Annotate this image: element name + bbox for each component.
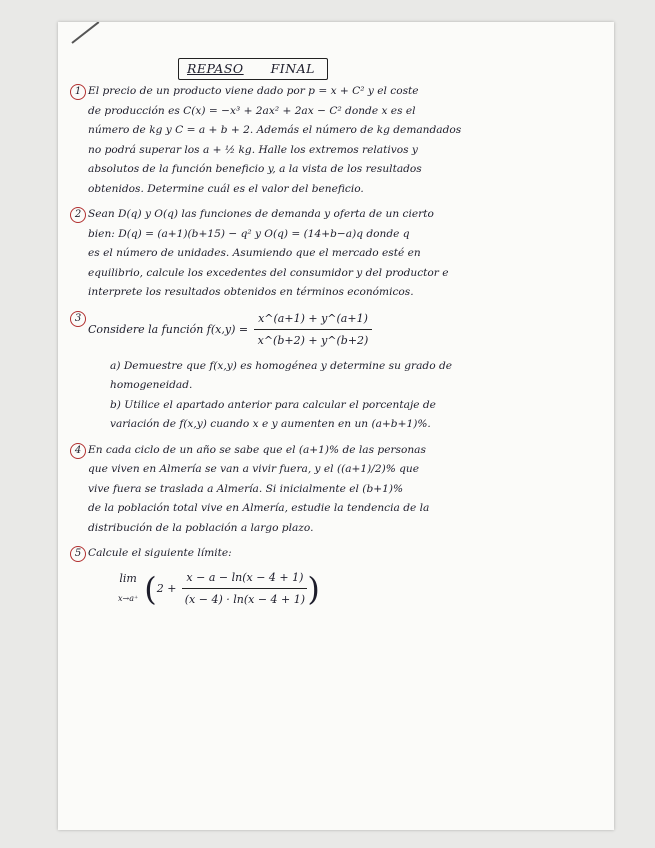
problem-number-badge: 2 bbox=[70, 207, 86, 223]
problem-text-line: no podrá superar los a + ½ kg. Halle los extremos relativos y bbox=[88, 143, 418, 156]
problem-text-line: En cada ciclo de un año se sabe que el (a+1)% de las personas bbox=[88, 443, 426, 456]
problem-text-line: número de kg y C = a + b + 2. Además el número de kg demandados bbox=[88, 124, 462, 136]
problem-list bbox=[70, 82, 598, 616]
fraction-denominator: (x − 4) · ln(x − 4 + 1) bbox=[184, 593, 306, 606]
limit-fraction bbox=[182, 568, 307, 610]
problem-text-line: que viven en Almería se van a vivir fuera, y el ((a+1)/2)% que bbox=[88, 463, 420, 475]
problem-text-line: Sean D(q) y O(q) las funciones de demanda y oferta de un cierto bbox=[88, 208, 434, 220]
exam-sheet bbox=[58, 22, 614, 830]
paper-fold-mark bbox=[71, 22, 99, 44]
function-definition bbox=[88, 309, 598, 351]
problem-1 bbox=[70, 82, 598, 199]
problem-text-line: es el número de unidades. Asumiendo que el mercado esté en bbox=[88, 247, 421, 259]
problem-3 bbox=[70, 309, 598, 435]
problem-2 bbox=[70, 205, 598, 303]
fraction-denominator: x^(b+2) + y^(b+2) bbox=[257, 334, 369, 347]
subquestions bbox=[88, 357, 598, 435]
function-fraction bbox=[254, 309, 372, 351]
close-paren-glyph: ) bbox=[307, 569, 320, 608]
problem-text-line: de la población total vive en Almería, estudie la tendencia de la bbox=[88, 502, 430, 514]
limit-approach: x→a⁺ bbox=[118, 593, 139, 603]
problem-text-line: vive fuera se traslada a Almería. Si inicialmente el (b+1)% bbox=[88, 482, 404, 495]
subquestion-a: a) Demuestre que f(x,y) es homogénea y determine su grado de bbox=[110, 359, 453, 372]
problem-number-badge: 3 bbox=[70, 311, 86, 327]
problem-number-badge: 1 bbox=[70, 84, 86, 100]
problem-number-badge: 4 bbox=[70, 443, 86, 459]
limit-lead-term: 2 + bbox=[156, 581, 177, 595]
problem-text-line: obtenidos. Determine cuál es el valor del beneficio. bbox=[88, 182, 364, 195]
fraction-numerator: x − a − ln(x − 4 + 1) bbox=[182, 568, 307, 590]
limit-operator bbox=[118, 569, 138, 608]
page-title bbox=[178, 58, 328, 80]
open-paren-glyph: ( bbox=[144, 569, 157, 608]
subquestion-b: b) Utilice el apartado anterior para calcular el porcentaje de bbox=[110, 398, 436, 411]
problem-text-line: absolutos de la función beneficio y, a la vista de los resultados bbox=[88, 163, 422, 175]
function-intro: Considere la función f(x,y) = bbox=[88, 322, 249, 336]
subquestion-b-cont: variación de f(x,y) cuando x e y aumenten en un (a+b+1)%. bbox=[110, 418, 431, 430]
problem-4 bbox=[70, 441, 598, 539]
title-part-1: REPASO bbox=[187, 61, 244, 76]
subquestion-a-cont: homogeneidad. bbox=[110, 379, 193, 391]
problem-number-badge: 5 bbox=[70, 546, 86, 562]
problem-text-line: Calcule el siguiente límite: bbox=[88, 547, 232, 559]
problem-text-line: distribución de la población a largo plazo. bbox=[88, 521, 314, 534]
problem-text-line: bien: D(q) = (a+1)(b+15) − q² y O(q) = (14+b−a)q donde q bbox=[88, 227, 410, 240]
limit-expression bbox=[88, 568, 598, 610]
title-part-2: FINAL bbox=[270, 61, 315, 76]
problem-text-line: El precio de un producto viene dado por p = x + C² y el coste bbox=[88, 85, 419, 97]
problem-text-line: equilibrio, calcule los excedentes del consumidor y del productor e bbox=[88, 266, 449, 279]
problem-5 bbox=[70, 544, 598, 610]
problem-text-line: de producción es C(x) = −x³ + 2ax² + 2ax − C² donde x es el bbox=[88, 104, 416, 117]
limit-symbol: lim bbox=[119, 572, 137, 585]
problem-text-line: interprete los resultados obtenidos en términos económicos. bbox=[88, 286, 414, 298]
fraction-numerator: x^(a+1) + y^(a+1) bbox=[254, 309, 372, 331]
